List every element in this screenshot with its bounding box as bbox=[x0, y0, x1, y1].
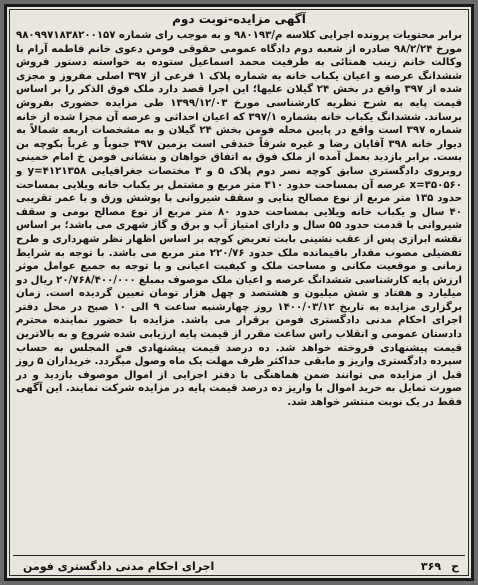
notice-footer bbox=[17, 560, 461, 573]
footer-organization: اجرای احکام مدنی دادگستری فومن bbox=[23, 560, 215, 573]
footer-divider bbox=[13, 555, 465, 556]
footer-notice-number: ۳۶۹ bbox=[420, 560, 442, 573]
footer-code-label: ح bbox=[451, 560, 459, 573]
newspaper-clipping bbox=[4, 4, 474, 581]
notice-body: برابر محتویات پرونده اجرایی کلاسه م/۹۸۰۱۹۳ و به موجب رای شماره ۹۸۰۹۹۷۱۸۳۸۲۰۰۱۵۷ مورخ ۹۸/۲/۲۴ صادره از شعبه دوم دادگاه عمومی حقوقی فومن دعوی خانم فاطمه آرام با وکالت خانم زینب همتائی به طرفیت محمد اسماعیل ستوده به خواسته دستور فروش ششدانگ عرصه و اعیان یکباب خانه به شماره پلاک ۱ فرعی از ۳۹۷ اصلی مفروز و مجزی شده از ۳۹۷ واقع در بخش ۲۴ گیلان علیها؛ این اجرا قصد دارد ملک فوق الذکر را بر اساس قیمت پایه به شرح نظریه کارشناسی مورخ ۱۳۹۹/۱۲/۰۳ طی مزایده حضوری بفروش برساند. ششدانگ یکباب خانه بشماره ۳۹۷/۱ که اعیان احداثی و عرصه آن مجزا شده از خانه شماره ۳۹۷ است واقع در پایین محله فومن بخش ۲۴ گیلان و به مشخصات اربعه شمالاً به دیوار خانه ۳۹۸ آقایان رضا و غیره شرقاً خندقی است بزمین ۳۹۷ جنوباً و غرباً بکوچه بن بست. برابر بازدید بعمل آمده از ملک فوق به اتفاق خواهان و بنشانی فومن خ امام خمینی روبروی دادگستری سابق کوچه نصر دوم پلاک ۵ و ۳ مختصات جغرافیایی y=۴۱۲۱۳۵۸ و x=۳۵۰۵۶۰ عرصه آن بمساحت حدود ۳۱۰ متر مربع و مشتمل بر یکباب خانه ویلایی بمساحت حدود ۱۳۵ متر مربع از نوع مصالح بنایی و سقف شیروانی با پوشش ورق و با عمر تقریبی ۴۰ سال و یکباب خانه ویلایی بمساحت حدود ۸۰ متر مربع از نوع مصالح بومی و سقف شیروانی با قدمت حدود ۵۵ سال و دارای امتیاز آب و برق و گاز شهری می باشد؛ بر اساس نقشه ابرازی پس از عقب نشینی بابت تعریض کوچه بر اساس اظهار نظر شهرداری و طرح تفضیلی مصوب مقدار باقیمانده ملک حدود ۲۲۰/۷۶ متر مربع می باشد. با توجه به شرایط زمانی و موقعیت مکانی و مساحت ملک و کیفیت اعیانی و با توجه به جمیع عوامل موثر ارزش پایه کارشناسی ششدانگ عرصه و اعیان ملک موصوف بمبلغ ۲۰/۷۶۸/۴۰۰/۰۰۰ ریال دو میلیارد و هفتاد و شش میلیون و هشتصد و چهل هزار تومان تعیین گردیده است. زمان برگزاری مزایده به تاریخ ۱۴۰۰/۰۳/۱۲ روز چهارشنبه ساعت ۹ الی ۱۰ صبح در محل دفتر اجرای احکام مدنی دادگستری فومن برقرار می باشد. مزایده با حضور نماینده محترم دادستان عمومی و انقلاب راس ساعت مقرر از قیمت پایه ارزیابی شده شروع و به بالاترین قیمت پیشنهادی فروخته خواهد شد. ده درصد قیمت پیشنهادی فی المجلس به حساب سپرده دادگستری واریز و مابقی حداکثر ظرف مهلت یک ماه وصول میگردد. خریداران ۵ روز قبل از مزایده می توانند ضمن هماهنگی با دفتر اجرایی از اموال موصوف بازدید و در صورت تمایل به خرید اموال با واریز ده درصد قیمت پایه در مزایده شرکت نمایند. این آگهی فقط در یک نوبت منتشر خواهد شد. bbox=[16, 30, 463, 409]
notice-title: آگهی مزایده-نوبت دوم bbox=[172, 12, 306, 26]
